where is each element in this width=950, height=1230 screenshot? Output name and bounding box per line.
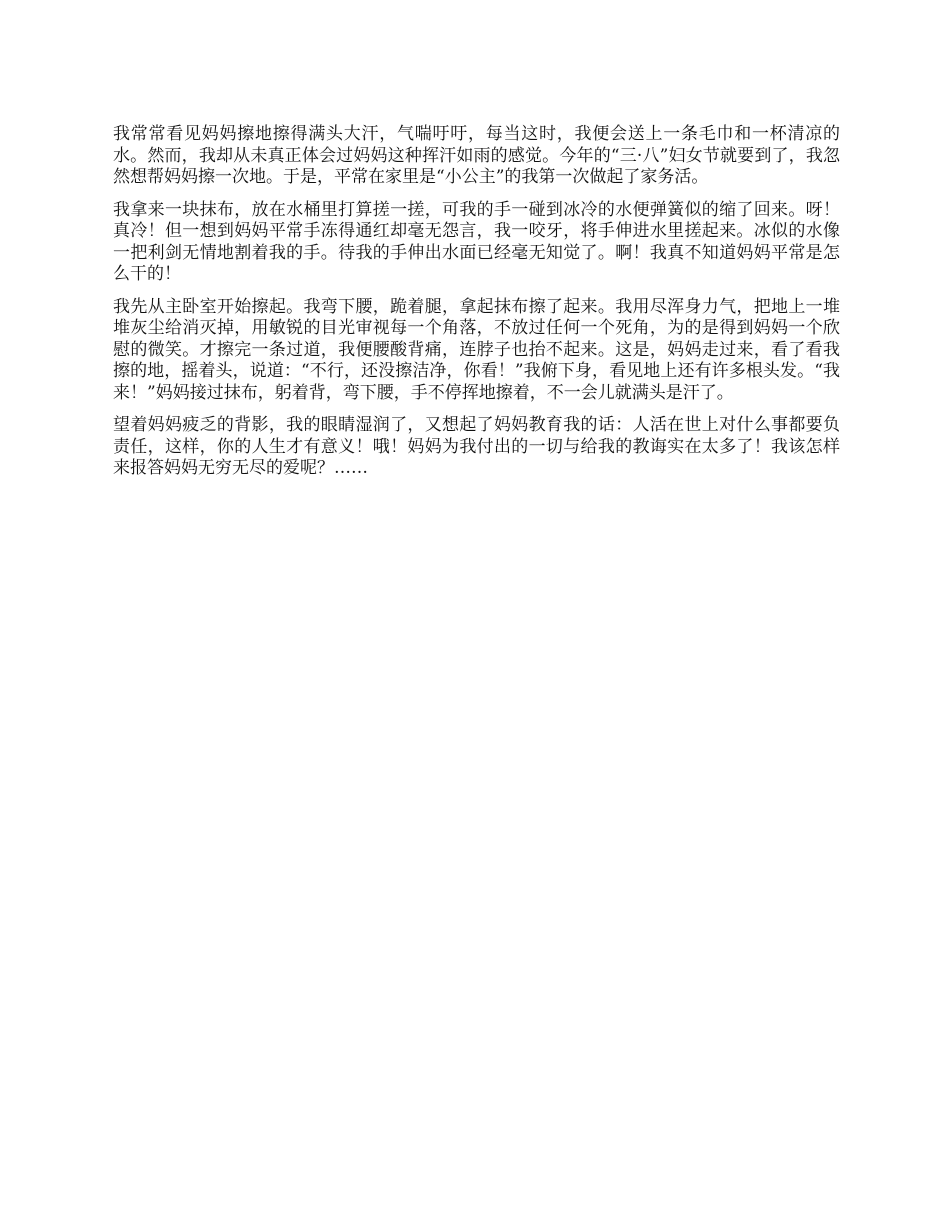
paragraph-2: 我拿来一块抹布，放在水桶里打算搓一搓，可我的手一碰到冰冷的水便弹簧似的缩了回来。呀！真冷！但一想到妈妈平常手冻得通红却毫无怨言，我一咬牙，将手伸进水里搓起来。冰似的水像一把利剑无情地割着我的手。待我的手伸出水面已经毫无知觉了。啊！我真不知道妈妈平常是怎么干的！: [113, 199, 840, 284]
paragraph-4: 望着妈妈疲乏的背影，我的眼睛湿润了，又想起了妈妈教育我的话：人活在世上对什么事都要负责任，这样，你的人生才有意义！哦！妈妈为我付出的一切与给我的教诲实在太多了！我该怎样来报答妈妈无穷无尽的爱呢？……: [113, 415, 840, 478]
document-body: [113, 124, 840, 491]
paragraph-1: 我常常看见妈妈擦地擦得满头大汗，气喘吁吁，每当这时，我便会送上一条毛巾和一杯清凉的水。然而，我却从未真正体会过妈妈这种挥汗如雨的感觉。今年的“三·八”妇女节就要到了，我忽然想帮妈妈擦一次地。于是，平常在家里是“小公主”的我第一次做起了家务活。: [113, 124, 840, 187]
paragraph-3: 我先从主卧室开始擦起。我弯下腰，跪着腿，拿起抹布擦了起来。我用尽浑身力气，把地上一堆堆灰尘给消灭掉，用敏锐的目光审视每一个角落，不放过任何一个死角，为的是得到妈妈一个欣慰的微笑。才擦完一条过道，我便腰酸背痛，连脖子也抬不起来。这是，妈妈走过来，看了看我擦的地，摇着头，说道：“不行，还没擦洁净，你看！”我俯下身，看见地上还有许多根头发。“我来！”妈妈接过抹布，躬着背，弯下腰，手不停挥地擦着，不一会儿就满头是汗了。: [113, 296, 840, 403]
